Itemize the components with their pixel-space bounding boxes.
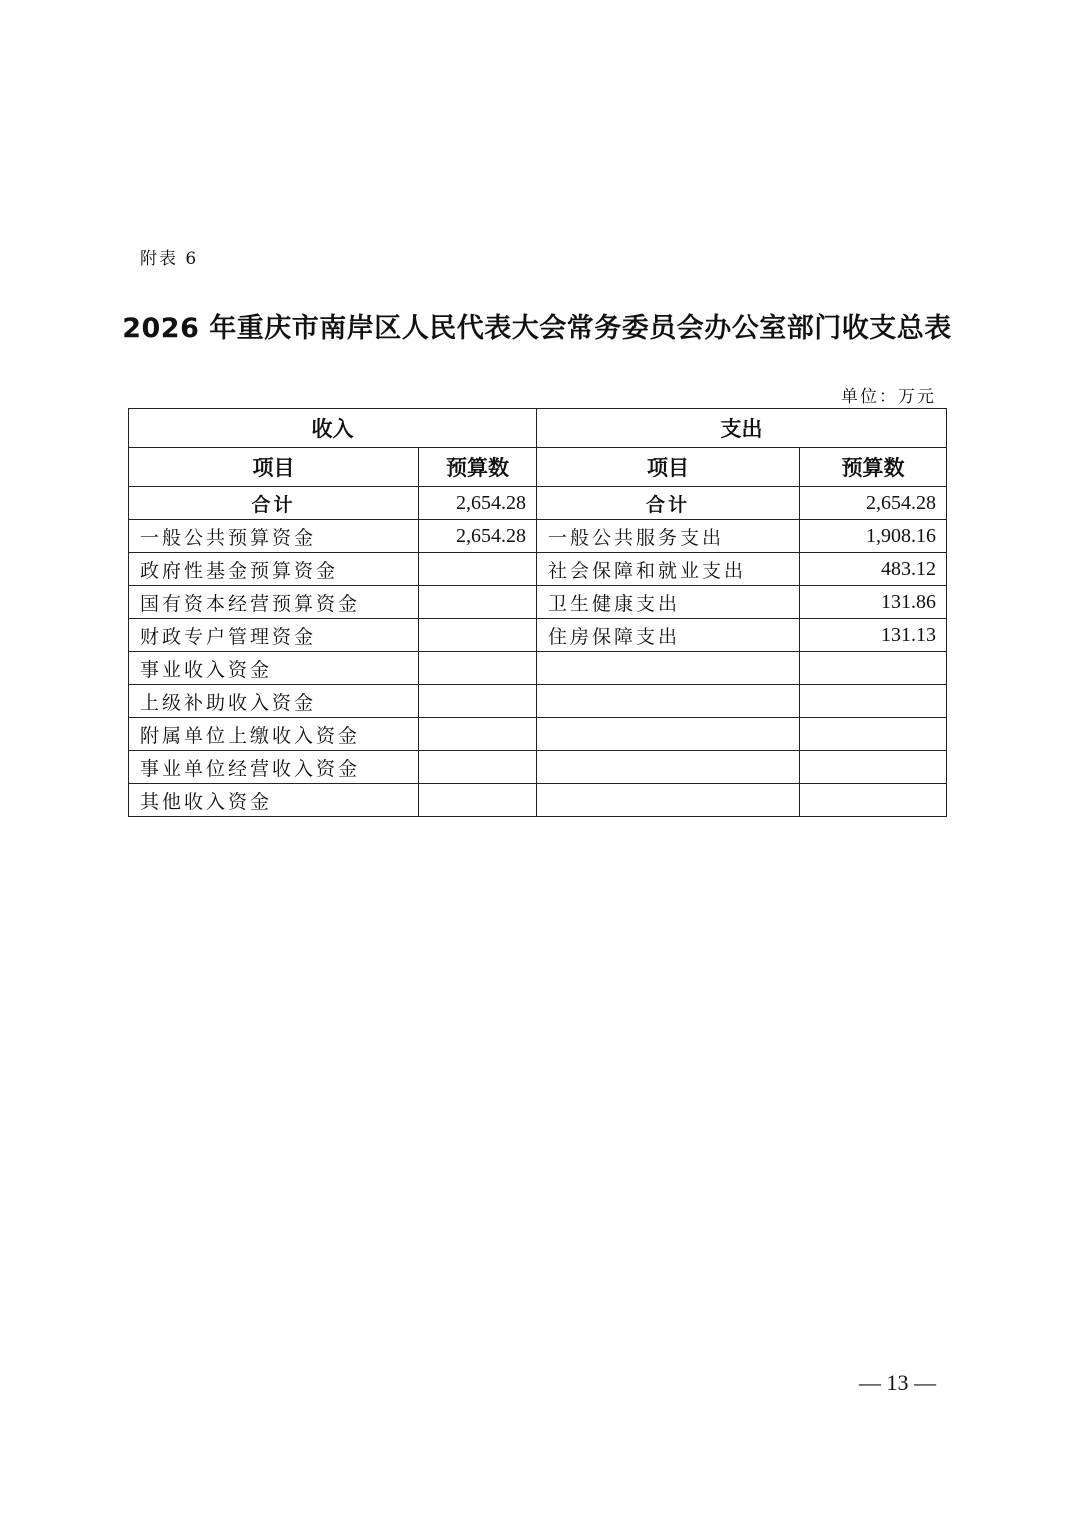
income-amount-cell <box>419 553 537 586</box>
table-row <box>129 619 947 652</box>
income-item-header: 项目 <box>129 448 419 487</box>
income-expense-summary-table <box>128 408 947 817</box>
expense-header: 支出 <box>537 409 947 448</box>
expense-item-cell: 卫生健康支出 <box>537 586 800 619</box>
attachment-label: 附表 6 <box>140 249 199 269</box>
expense-amount-cell: 483.12 <box>800 553 947 586</box>
expense-item-cell: 社会保障和就业支出 <box>537 553 800 586</box>
income-item-cell: 政府性基金预算资金 <box>129 553 419 586</box>
page-title: 2026 年重庆市南岸区人民代表大会常务委员会办公室部门收支总表 <box>122 313 952 344</box>
expense-amount-header: 预算数 <box>800 448 947 487</box>
expense-amount-cell <box>800 685 947 718</box>
table-row <box>129 685 947 718</box>
expense-item-cell: 住房保障支出 <box>537 619 800 652</box>
income-item-cell: 其他收入资金 <box>129 784 419 817</box>
total-row <box>129 487 947 520</box>
income-amount-cell <box>419 784 537 817</box>
income-item-cell: 事业单位经营收入资金 <box>129 751 419 784</box>
income-amount-cell: 2,654.28 <box>419 520 537 553</box>
income-item-cell: 国有资本经营预算资金 <box>129 586 419 619</box>
income-header: 收入 <box>129 409 537 448</box>
expense-amount-cell: 131.13 <box>800 619 947 652</box>
expense-amount-cell: 2,654.28 <box>800 487 947 520</box>
expense-amount-cell <box>800 784 947 817</box>
expense-amount-cell <box>800 718 947 751</box>
expense-item-cell: 合计 <box>537 487 800 520</box>
income-item-cell: 上级补助收入资金 <box>129 685 419 718</box>
unit-label: 单位：万元 <box>841 387 936 407</box>
expense-amount-cell <box>800 652 947 685</box>
income-item-cell: 一般公共预算资金 <box>129 520 419 553</box>
income-item-cell: 事业收入资金 <box>129 652 419 685</box>
expense-item-cell <box>537 784 800 817</box>
income-amount-cell <box>419 718 537 751</box>
expense-item-cell <box>537 718 800 751</box>
expense-amount-cell: 131.86 <box>800 586 947 619</box>
income-item-cell: 财政专户管理资金 <box>129 619 419 652</box>
expense-item-cell: 一般公共服务支出 <box>537 520 800 553</box>
income-amount-cell <box>419 685 537 718</box>
income-amount-cell <box>419 751 537 784</box>
income-amount-cell <box>419 652 537 685</box>
table-row <box>129 586 947 619</box>
table-row <box>129 553 947 586</box>
expense-item-cell <box>537 751 800 784</box>
expense-amount-cell: 1,908.16 <box>800 520 947 553</box>
expense-item-cell <box>537 652 800 685</box>
expense-item-cell <box>537 685 800 718</box>
income-amount-cell <box>419 619 537 652</box>
income-amount-cell: 2,654.28 <box>419 487 537 520</box>
table-row <box>129 784 947 817</box>
income-amount-cell <box>419 586 537 619</box>
table-row <box>129 718 947 751</box>
table-row <box>129 520 947 553</box>
income-amount-header: 预算数 <box>419 448 537 487</box>
group-header-row <box>129 409 947 448</box>
table-row <box>129 751 947 784</box>
column-header-row <box>129 448 947 487</box>
income-item-cell: 合计 <box>129 487 419 520</box>
expense-amount-cell <box>800 751 947 784</box>
expense-item-header: 项目 <box>537 448 800 487</box>
page-number: — 13 — <box>859 1370 936 1395</box>
income-item-cell: 附属单位上缴收入资金 <box>129 718 419 751</box>
table-row <box>129 652 947 685</box>
